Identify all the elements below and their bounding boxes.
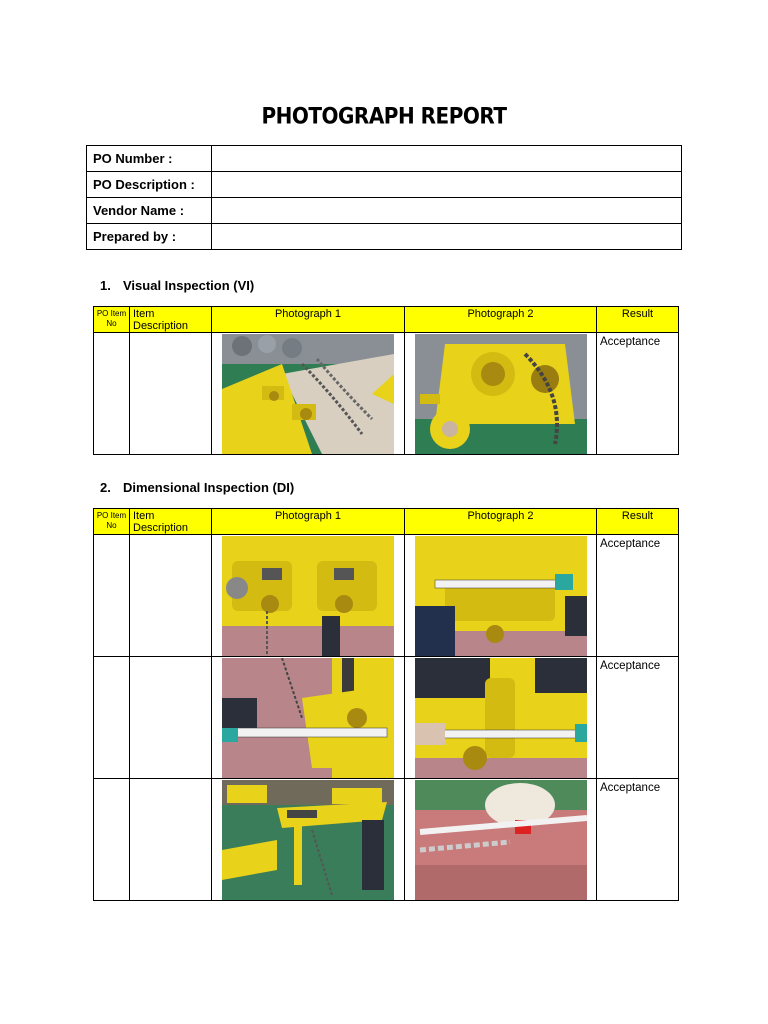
trolley-front-view-photo <box>222 536 394 656</box>
table-row <box>94 657 679 779</box>
result-cell: Acceptance <box>597 535 679 657</box>
table-header-row <box>94 307 679 333</box>
header-po-item: PO Item No <box>94 307 130 333</box>
photograph-2-cell <box>405 779 597 901</box>
section-title: Visual Inspection (VI) <box>123 278 255 293</box>
table-row <box>94 333 679 455</box>
header-photograph-1: Photograph 1 <box>212 509 405 535</box>
item-description-cell <box>130 779 212 901</box>
photograph-2-cell <box>405 333 597 455</box>
item-description-cell <box>130 535 212 657</box>
result-cell: Acceptance <box>597 657 679 779</box>
info-row-po-number <box>87 146 682 172</box>
item-description-cell <box>130 657 212 779</box>
header-item-description: Item Description <box>130 509 212 535</box>
po-item-cell <box>94 779 130 901</box>
po-item-cell <box>94 535 130 657</box>
trolley-chains-photo <box>222 334 394 454</box>
po-item-cell <box>94 657 130 779</box>
section-title: Dimensional Inspection (DI) <box>123 480 295 495</box>
table-row <box>94 779 679 901</box>
section-heading-dimensional-inspection <box>100 480 294 495</box>
header-result: Result <box>597 307 679 333</box>
header-item-description: Item Description <box>130 307 212 333</box>
header-photograph-2: Photograph 2 <box>405 307 597 333</box>
info-row-vendor-name <box>87 198 682 224</box>
header-photograph-2: Photograph 2 <box>405 509 597 535</box>
trolley-wheel-closeup-photo <box>415 334 587 454</box>
po-info-table <box>86 145 682 250</box>
info-label: PO Description : <box>87 172 212 198</box>
dimensional-inspection-table <box>93 508 679 901</box>
section-number: 2. <box>100 480 111 495</box>
photograph-1-cell <box>212 657 405 779</box>
trolley-width-measurement-photo <box>222 658 394 778</box>
photograph-2-cell <box>405 657 597 779</box>
info-value-field[interactable] <box>212 198 682 224</box>
wheel-span-measurement-photo <box>415 658 587 778</box>
section-number: 1. <box>100 278 111 293</box>
trolley-on-beam-photo <box>222 780 394 900</box>
header-photograph-1: Photograph 1 <box>212 307 405 333</box>
info-label: Vendor Name : <box>87 198 212 224</box>
photograph-1-cell <box>212 779 405 901</box>
info-value-field[interactable] <box>212 146 682 172</box>
visual-inspection-table <box>93 306 679 455</box>
result-cell: Acceptance <box>597 333 679 455</box>
tape-measure-on-trolley-photo <box>415 536 587 656</box>
table-header-row <box>94 509 679 535</box>
result-cell: Acceptance <box>597 779 679 901</box>
header-result: Result <box>597 509 679 535</box>
info-value-field[interactable] <box>212 224 682 250</box>
info-row-prepared-by <box>87 224 682 250</box>
chain-length-measurement-photo <box>415 780 587 900</box>
photograph-1-cell <box>212 333 405 455</box>
item-description-cell <box>130 333 212 455</box>
report-title: PHOTOGRAPH REPORT <box>261 102 507 130</box>
header-po-item: PO Item No <box>94 509 130 535</box>
table-row <box>94 535 679 657</box>
photograph-1-cell <box>212 535 405 657</box>
photograph-2-cell <box>405 535 597 657</box>
po-item-cell <box>94 333 130 455</box>
info-row-po-description <box>87 172 682 198</box>
info-label: PO Number : <box>87 146 212 172</box>
info-label: Prepared by : <box>87 224 212 250</box>
section-heading-visual-inspection <box>100 278 254 293</box>
info-value-field[interactable] <box>212 172 682 198</box>
